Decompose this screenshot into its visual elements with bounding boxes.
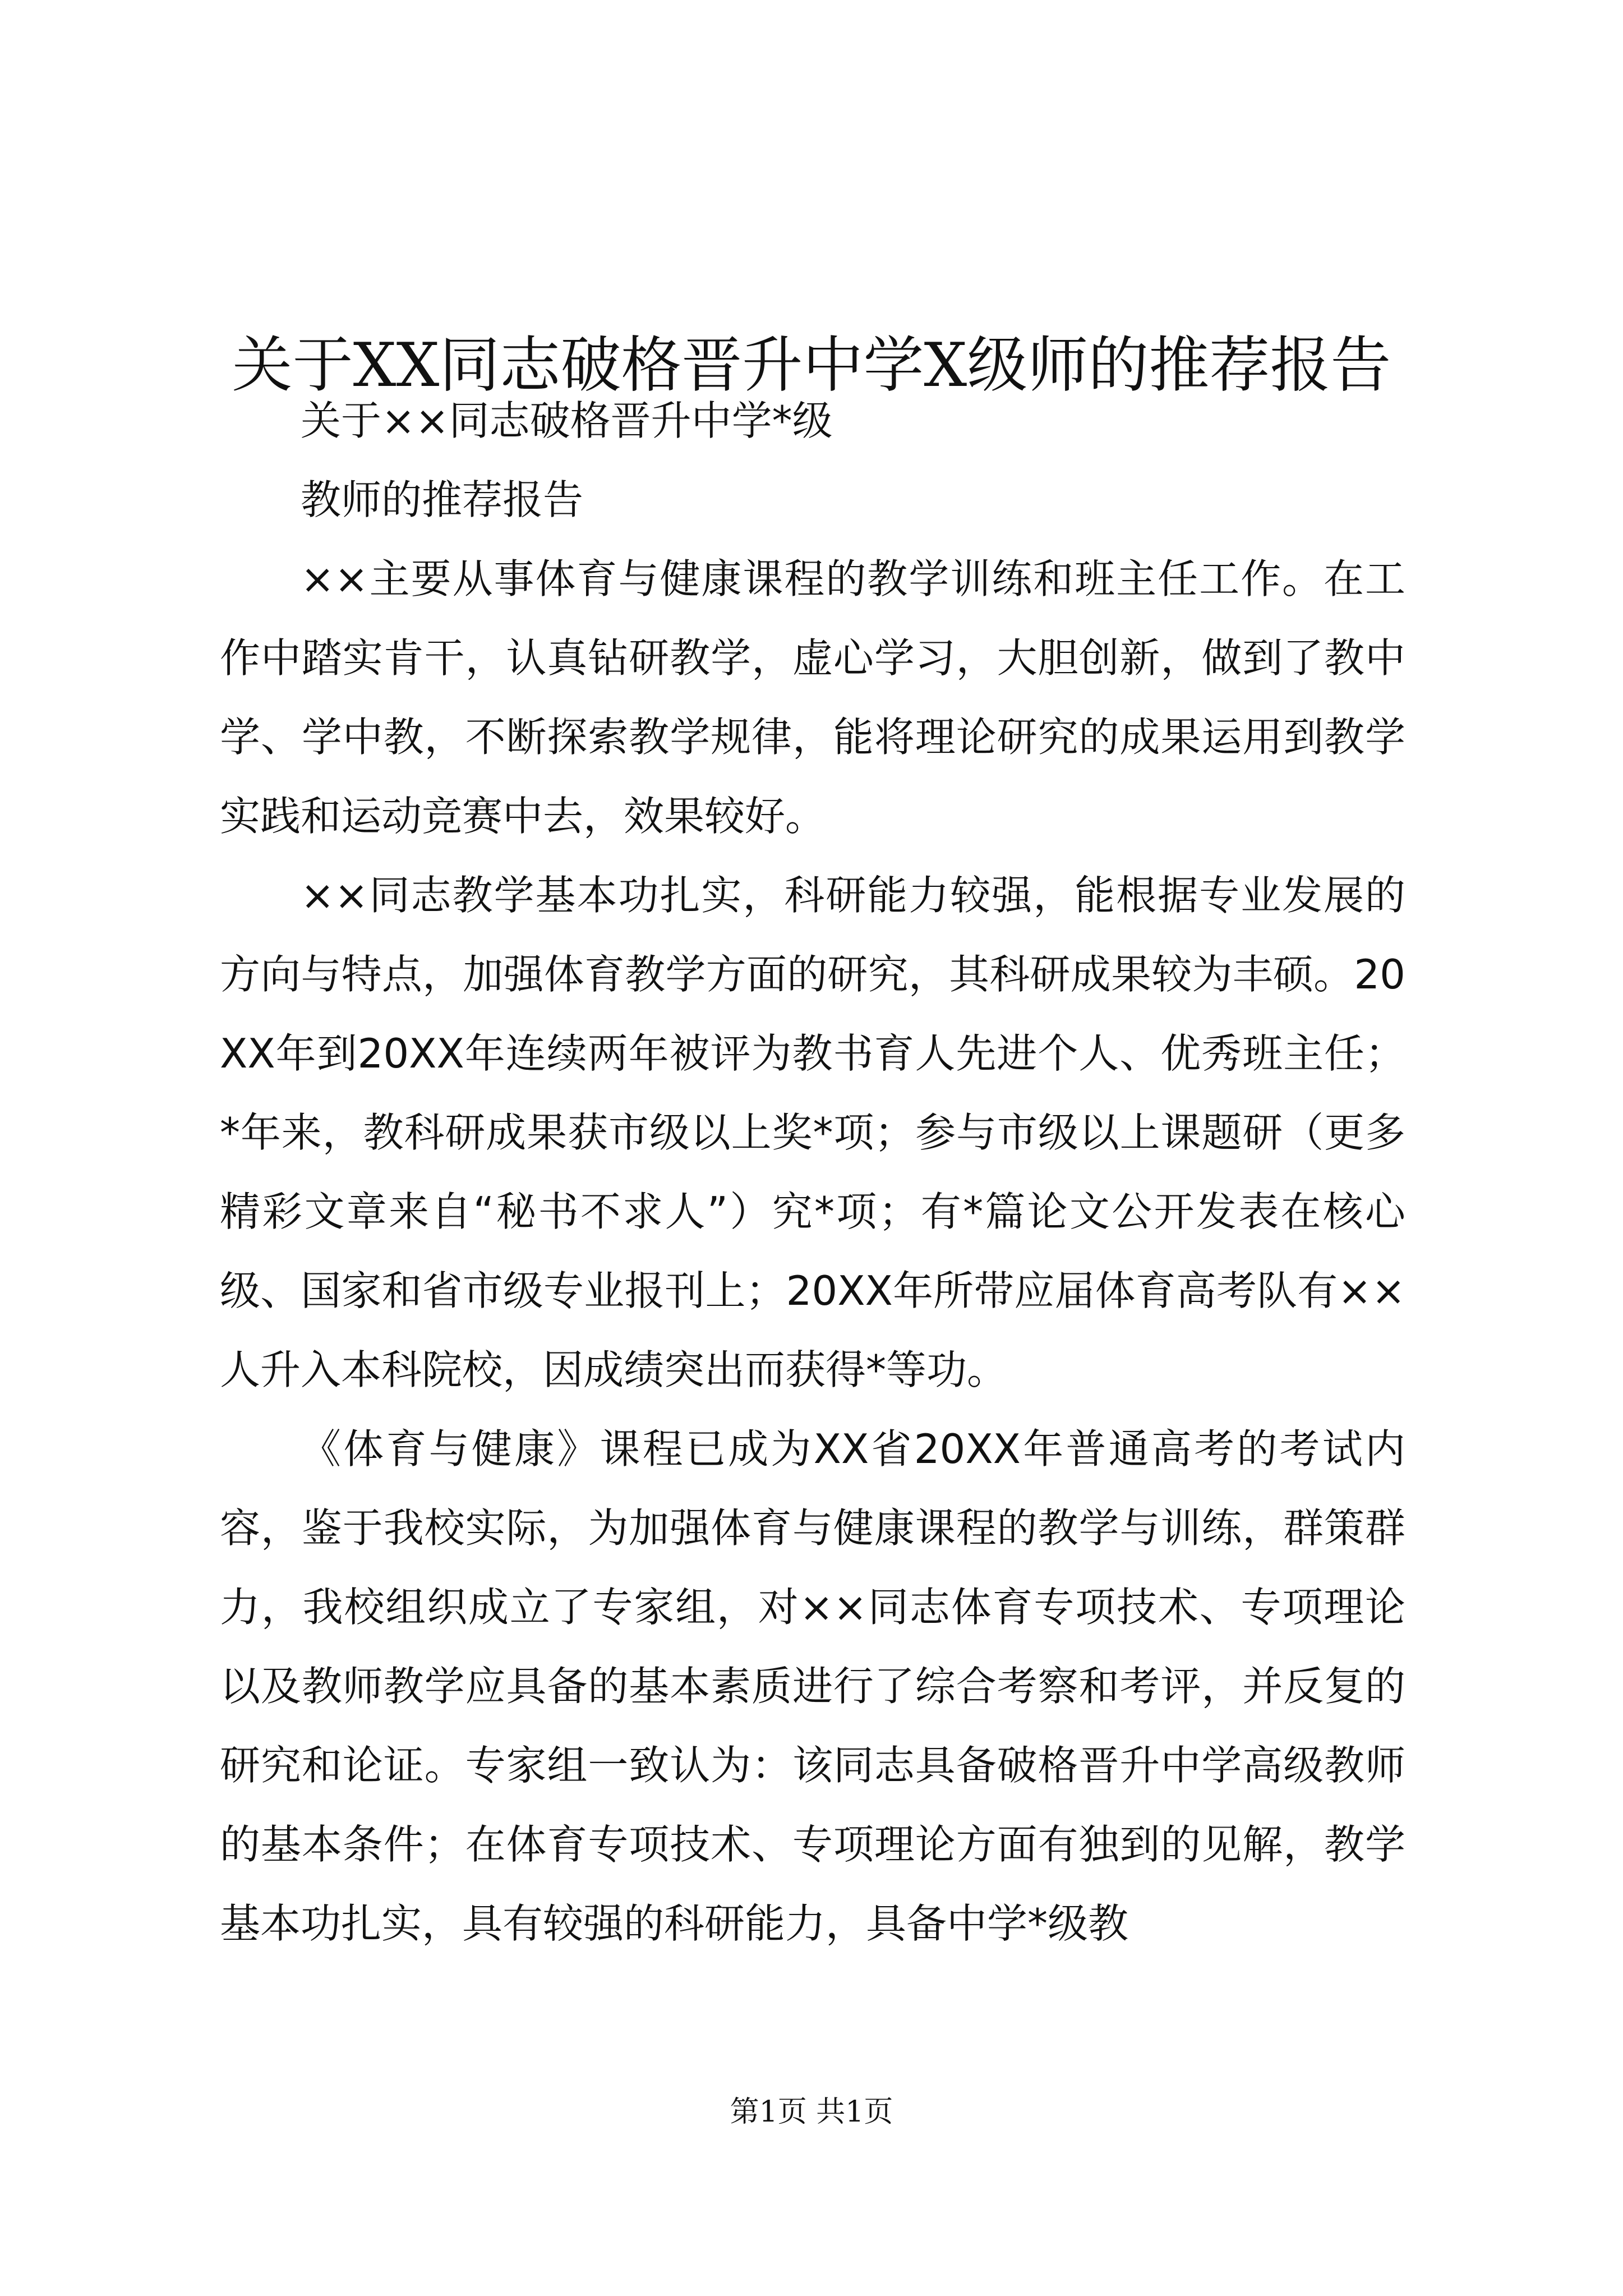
paragraph-work-summary: ××主要从事体育与健康课程的教学训练和班主任工作。在工作中踏实肯干，认真钻研教学，虚心学习，大胆创新，做到了教中学、学中教，不断探索教学规律，能将理论研究的成果运用到教学实践和运动竞赛中去，效果较好。 — [220, 555, 1405, 840]
paragraph-expert-evaluation: 《体育与健康》课程已成为XX省20XX年普通高考的考试内容，鉴于我校实际，为加强体育与健康课程的教学与训练，群策群力，我校组织成立了专家组，对××同志体育专项技术、专项理论以及教师教学应具备的基本素质进行了综合考察和考评，并反复的研究和论证。专家组一致认为：该同志具备破格晋升中学高级教师的基本条件；在体育专项技术、专项理论方面有独到的见解，教学基本功扎实，具有较强的科研能力，具备中学*级教 — [220, 1425, 1405, 1947]
document-body — [220, 381, 1405, 1963]
paragraph-heading-line-1: 关于××同志破格晋升中学*级 — [301, 397, 833, 444]
page-number-footer: 第1页 共1页 — [730, 2095, 893, 2129]
document-title: 关于XX同志破格晋升中学X级师的推荐报告 — [232, 330, 1391, 401]
paragraph-research-achievements: ××同志教学基本功扎实，科研能力较强，能根据专业发展的方向与特点，加强体育教学方面的研究，其科研成果较为丰硕。20XX年到20XX年连续两年被评为教书育人先进个人、优秀班主任；*年来，教科研成果获市级以上奖*项；参与市级以上课题研（更多精彩文章来自“秘书不求人”）究*项；有*篇论文公开发表在核心级、国家和省市级专业报刊上；20XX年所带应届体育高考队有××人升入本科院校，因成绩突出而获得*等功。 — [220, 872, 1405, 1393]
paragraph-heading-line-2: 教师的推荐报告 — [301, 476, 584, 523]
